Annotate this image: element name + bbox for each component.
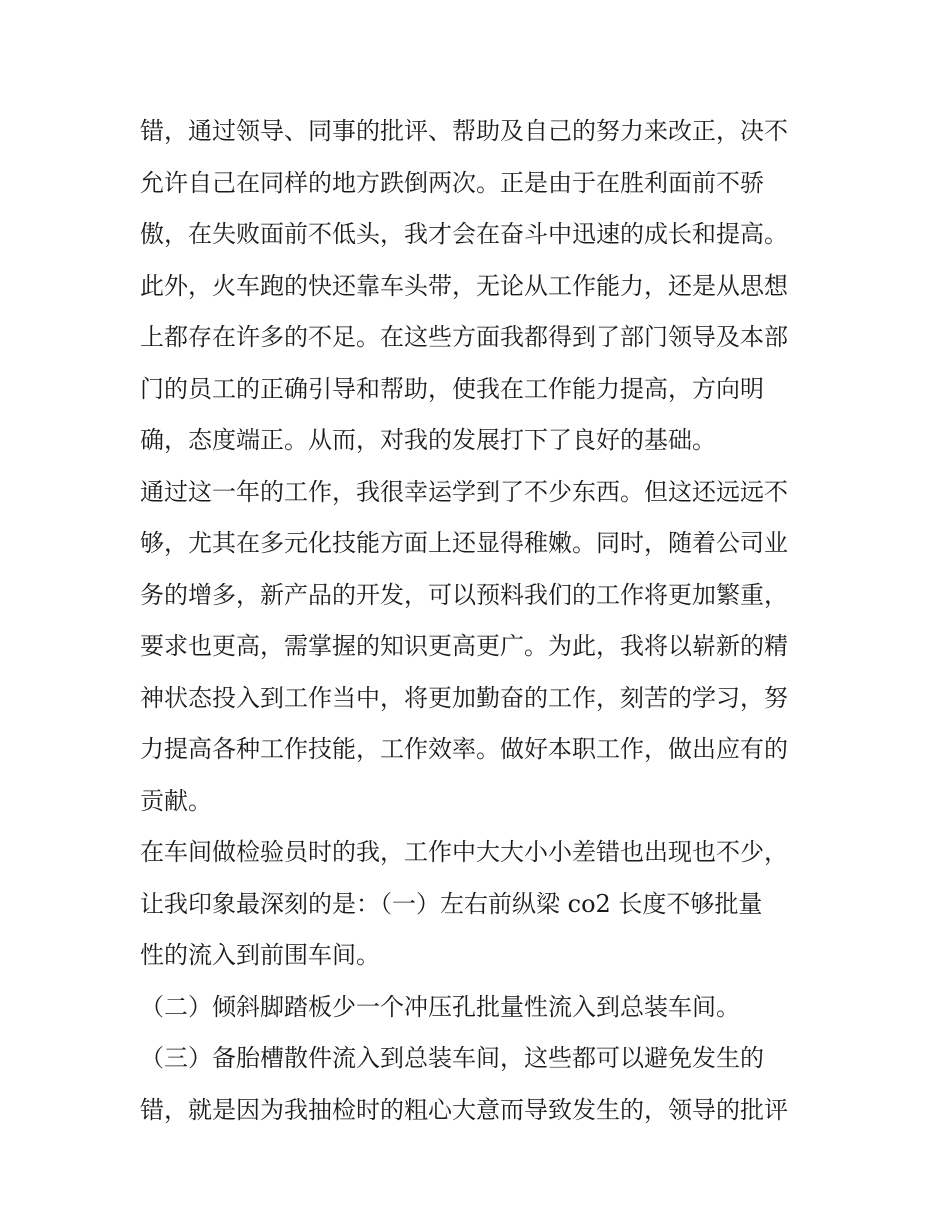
text-line: 要求也更高，需掌握的知识更高更广。为此，我将以崭新的精 bbox=[140, 632, 788, 660]
text-line: 错，通过领导、同事的批评、帮助及自己的努力来改正，决不 bbox=[140, 117, 788, 145]
text-line: 务的增多，新产品的开发，可以预料我们的工作将更加繁重， bbox=[140, 580, 788, 609]
text-line: 性的流入到前围车间。 bbox=[140, 941, 380, 969]
text-line: 允许自己在同样的地方跌倒两次。正是由于在胜利面前不骄 bbox=[140, 168, 764, 197]
text-line: 错，就是因为我抽检时的粗心大意而导致发生的，领导的批评 bbox=[140, 1095, 788, 1124]
text-line: 通过这一年的工作，我很幸运学到了不少东西。但这还远远不 bbox=[140, 477, 788, 506]
text-line: 让我印象最深刻的是：（一）左右前纵梁 co2 长度不够批量 bbox=[140, 889, 763, 918]
text-line: 上都存在许多的不足。在这些方面我都得到了部门领导及本部 bbox=[140, 323, 788, 351]
text-line: 神状态投入到工作当中，将更加勤奋的工作，刻苦的学习，努 bbox=[140, 683, 788, 712]
text-line: （二）倾斜脚踏板少一个冲压孔批量性流入到总装车间。 bbox=[140, 992, 740, 1021]
document-body bbox=[140, 106, 820, 1136]
text-line: 够，尤其在多元化技能方面上还显得稚嫩。同时，随着公司业 bbox=[140, 529, 788, 557]
text-line: 力提高各种工作技能，工作效率。做好本职工作，做出应有的 bbox=[140, 735, 788, 763]
text-line: 门的员工的正确引导和帮助，使我在工作能力提高，方向明 bbox=[140, 374, 764, 403]
text-line: 贡献。 bbox=[140, 786, 212, 815]
text-line: （三）备胎槽散件流入到总装车间，这些都可以避免发生的 bbox=[140, 1044, 764, 1072]
text-line: 傲，在失败面前不低头，我才会在奋斗中迅速的成长和提高。 bbox=[140, 220, 788, 248]
text-line: 此外，火车跑的快还靠车头带，无论从工作能力，还是从思想 bbox=[140, 271, 788, 300]
text-line: 确，态度端正。从而，对我的发展打下了良好的基础。 bbox=[140, 426, 716, 454]
text-line: 在车间做检验员时的我，工作中大大小小差错也出现也不少， bbox=[140, 838, 788, 866]
